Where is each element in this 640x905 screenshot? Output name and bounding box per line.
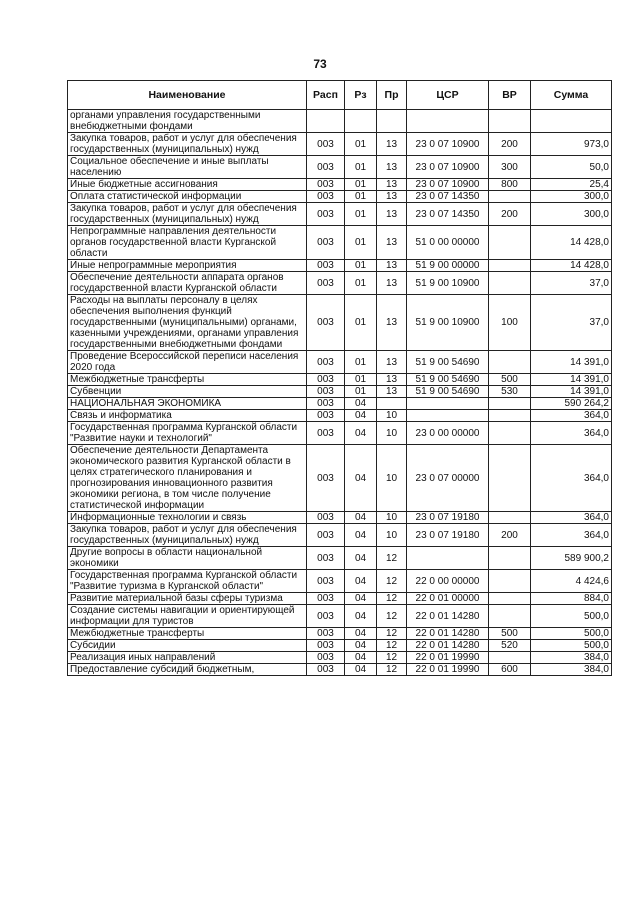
- cell-name: Социальное обеспечение и иные выплаты населению: [68, 156, 307, 179]
- cell-pr: 13: [377, 295, 407, 351]
- cell-rz: 01: [345, 386, 377, 398]
- cell-name: НАЦИОНАЛЬНАЯ ЭКОНОМИКА: [68, 398, 307, 410]
- cell-csr: 51 9 00 54690: [407, 351, 489, 374]
- cell-rasp: 003: [307, 445, 345, 512]
- cell-pr: 13: [377, 374, 407, 386]
- cell-pr: 13: [377, 156, 407, 179]
- cell-sum: 14 428,0: [531, 260, 612, 272]
- cell-pr: 12: [377, 547, 407, 570]
- cell-sum: 37,0: [531, 272, 612, 295]
- cell-vr: [489, 512, 531, 524]
- cell-sum: 300,0: [531, 203, 612, 226]
- cell-rz: 01: [345, 133, 377, 156]
- table-row: [68, 133, 612, 156]
- cell-pr: 13: [377, 179, 407, 191]
- cell-vr: 200: [489, 203, 531, 226]
- cell-pr: 12: [377, 640, 407, 652]
- cell-rasp: 003: [307, 191, 345, 203]
- cell-pr: 12: [377, 605, 407, 628]
- cell-name: Государственная программа Курганской области "Развитие науки и технологий": [68, 422, 307, 445]
- cell-name: органами управления государственными внебюджетными фондами: [68, 110, 307, 133]
- cell-name: Обеспечение деятельности Департамента экономического развития Курганской области в целях стратегического планирования и прогнозирования инновационного развития экономики региона, в том числе получение статистической информации: [68, 445, 307, 512]
- cell-csr: 23 0 07 10900: [407, 179, 489, 191]
- cell-rz: 04: [345, 628, 377, 640]
- table-body: [68, 110, 612, 676]
- cell-vr: 200: [489, 524, 531, 547]
- header-rasp: Расп: [307, 81, 345, 110]
- table-row: [68, 203, 612, 226]
- cell-vr: [489, 593, 531, 605]
- cell-name: Связь и информатика: [68, 410, 307, 422]
- table-row: [68, 374, 612, 386]
- cell-vr: 530: [489, 386, 531, 398]
- cell-vr: [489, 570, 531, 593]
- cell-vr: 520: [489, 640, 531, 652]
- cell-rasp: 003: [307, 524, 345, 547]
- cell-pr: 10: [377, 445, 407, 512]
- cell-rz: 04: [345, 524, 377, 547]
- cell-rz: 01: [345, 191, 377, 203]
- cell-csr: 51 9 00 54690: [407, 386, 489, 398]
- cell-rz: 04: [345, 445, 377, 512]
- table-row: [68, 628, 612, 640]
- cell-pr: [377, 398, 407, 410]
- cell-pr: 12: [377, 664, 407, 676]
- cell-csr: 23 0 07 14350: [407, 191, 489, 203]
- cell-csr: [407, 410, 489, 422]
- cell-rz: [345, 110, 377, 133]
- cell-vr: [489, 191, 531, 203]
- table-row: [68, 664, 612, 676]
- cell-sum: 590 264,2: [531, 398, 612, 410]
- cell-pr: 13: [377, 386, 407, 398]
- cell-sum: 500,0: [531, 640, 612, 652]
- cell-rz: 04: [345, 512, 377, 524]
- cell-sum: 4 424,6: [531, 570, 612, 593]
- table-row: [68, 272, 612, 295]
- cell-pr: 13: [377, 351, 407, 374]
- cell-rasp: 003: [307, 226, 345, 260]
- table-row: [68, 410, 612, 422]
- cell-name: Закупка товаров, работ и услуг для обеспечения государственных (муниципальных) нужд: [68, 203, 307, 226]
- cell-pr: 13: [377, 191, 407, 203]
- table-row: [68, 593, 612, 605]
- cell-sum: 384,0: [531, 652, 612, 664]
- cell-name: Расходы на выплаты персоналу в целях обеспечения выполнения функций государственными (муниципальными) органами, казенными учреждениями, органами управления государственными внебюджетными фондами: [68, 295, 307, 351]
- cell-rz: 01: [345, 203, 377, 226]
- table-row: [68, 652, 612, 664]
- cell-name: Предоставление субсидий бюджетным,: [68, 664, 307, 676]
- cell-sum: 364,0: [531, 512, 612, 524]
- cell-vr: [489, 110, 531, 133]
- table-row: [68, 156, 612, 179]
- cell-pr: 12: [377, 570, 407, 593]
- cell-rasp: 003: [307, 570, 345, 593]
- cell-csr: 51 0 00 00000: [407, 226, 489, 260]
- cell-vr: [489, 351, 531, 374]
- table-row: [68, 512, 612, 524]
- cell-name: Субсидии: [68, 640, 307, 652]
- cell-sum: 589 900,2: [531, 547, 612, 570]
- cell-pr: 13: [377, 226, 407, 260]
- cell-pr: 10: [377, 410, 407, 422]
- table-row: [68, 191, 612, 203]
- cell-csr: 23 0 07 10900: [407, 133, 489, 156]
- cell-vr: [489, 398, 531, 410]
- page-number: 73: [313, 57, 327, 71]
- cell-pr: 10: [377, 524, 407, 547]
- cell-pr: 13: [377, 260, 407, 272]
- header-pr: Пр: [377, 81, 407, 110]
- cell-pr: 10: [377, 422, 407, 445]
- table-row: [68, 445, 612, 512]
- cell-pr: 12: [377, 593, 407, 605]
- cell-rz: 04: [345, 570, 377, 593]
- cell-csr: [407, 110, 489, 133]
- cell-rz: 01: [345, 226, 377, 260]
- cell-sum: 364,0: [531, 445, 612, 512]
- cell-name: Субвенции: [68, 386, 307, 398]
- cell-rasp: 003: [307, 422, 345, 445]
- table-row: [68, 260, 612, 272]
- cell-rz: 01: [345, 179, 377, 191]
- cell-rasp: 003: [307, 398, 345, 410]
- cell-sum: 14 391,0: [531, 351, 612, 374]
- cell-rasp: 003: [307, 179, 345, 191]
- cell-csr: 23 0 07 19180: [407, 524, 489, 547]
- cell-name: Закупка товаров, работ и услуг для обеспечения государственных (муниципальных) нужд: [68, 524, 307, 547]
- cell-csr: 23 0 00 00000: [407, 422, 489, 445]
- cell-rz: 04: [345, 410, 377, 422]
- cell-rz: 04: [345, 652, 377, 664]
- cell-csr: [407, 547, 489, 570]
- cell-csr: [407, 398, 489, 410]
- cell-rz: 04: [345, 398, 377, 410]
- cell-rasp: 003: [307, 640, 345, 652]
- cell-rz: 04: [345, 664, 377, 676]
- table-row: [68, 295, 612, 351]
- cell-csr: 51 9 00 10900: [407, 272, 489, 295]
- cell-name: Иные непрограммные мероприятия: [68, 260, 307, 272]
- cell-rz: 04: [345, 593, 377, 605]
- cell-vr: 100: [489, 295, 531, 351]
- cell-rz: 01: [345, 272, 377, 295]
- header-vr: ВР: [489, 81, 531, 110]
- cell-vr: [489, 260, 531, 272]
- table-row: [68, 179, 612, 191]
- table-row: [68, 524, 612, 547]
- table-row: [68, 386, 612, 398]
- cell-sum: 300,0: [531, 191, 612, 203]
- cell-rasp: 003: [307, 260, 345, 272]
- cell-csr: 51 9 00 54690: [407, 374, 489, 386]
- cell-vr: [489, 272, 531, 295]
- cell-vr: 200: [489, 133, 531, 156]
- cell-vr: 600: [489, 664, 531, 676]
- cell-rz: 01: [345, 351, 377, 374]
- cell-rasp: [307, 110, 345, 133]
- table-row: [68, 547, 612, 570]
- cell-csr: 22 0 01 00000: [407, 593, 489, 605]
- cell-pr: 13: [377, 133, 407, 156]
- header-rz: Рз: [345, 81, 377, 110]
- cell-rz: 04: [345, 422, 377, 445]
- cell-vr: [489, 410, 531, 422]
- cell-sum: 364,0: [531, 524, 612, 547]
- cell-rasp: 003: [307, 351, 345, 374]
- cell-csr: 22 0 01 14280: [407, 628, 489, 640]
- header-sum: Сумма: [531, 81, 612, 110]
- cell-name: Информационные технологии и связь: [68, 512, 307, 524]
- cell-csr: 22 0 01 14280: [407, 640, 489, 652]
- cell-sum: 37,0: [531, 295, 612, 351]
- cell-pr: [377, 110, 407, 133]
- cell-sum: 364,0: [531, 410, 612, 422]
- cell-name: Реализация иных направлений: [68, 652, 307, 664]
- cell-name: Обеспечение деятельности аппарата органов государственной власти Курганской области: [68, 272, 307, 295]
- cell-csr: 23 0 07 19180: [407, 512, 489, 524]
- cell-rasp: 003: [307, 272, 345, 295]
- cell-rz: 04: [345, 605, 377, 628]
- cell-name: Оплата статистической информации: [68, 191, 307, 203]
- cell-rasp: 003: [307, 203, 345, 226]
- cell-rz: 01: [345, 295, 377, 351]
- table-row: [68, 570, 612, 593]
- cell-rasp: 003: [307, 386, 345, 398]
- cell-rasp: 003: [307, 133, 345, 156]
- cell-vr: 500: [489, 374, 531, 386]
- table-row: [68, 351, 612, 374]
- cell-sum: 14 391,0: [531, 386, 612, 398]
- cell-rasp: 003: [307, 512, 345, 524]
- cell-vr: 800: [489, 179, 531, 191]
- cell-sum: 973,0: [531, 133, 612, 156]
- cell-sum: 14 428,0: [531, 226, 612, 260]
- cell-vr: [489, 547, 531, 570]
- cell-rz: 04: [345, 547, 377, 570]
- cell-vr: [489, 652, 531, 664]
- cell-sum: 384,0: [531, 664, 612, 676]
- cell-vr: [489, 605, 531, 628]
- table-row: [68, 398, 612, 410]
- cell-name: Другие вопросы в области национальной экономики: [68, 547, 307, 570]
- cell-rz: 01: [345, 374, 377, 386]
- cell-rasp: 003: [307, 410, 345, 422]
- cell-csr: 23 0 07 00000: [407, 445, 489, 512]
- cell-rasp: 003: [307, 605, 345, 628]
- cell-sum: 14 391,0: [531, 374, 612, 386]
- cell-rasp: 003: [307, 156, 345, 179]
- cell-name: Создание системы навигации и ориентирующей информации для туристов: [68, 605, 307, 628]
- cell-csr: 22 0 00 00000: [407, 570, 489, 593]
- cell-rasp: 003: [307, 628, 345, 640]
- cell-name: Межбюджетные трансферты: [68, 628, 307, 640]
- cell-name: Межбюджетные трансферты: [68, 374, 307, 386]
- cell-name: Непрограммные направления деятельности органов государственной власти Курганской области: [68, 226, 307, 260]
- cell-sum: 364,0: [531, 422, 612, 445]
- cell-rz: 01: [345, 156, 377, 179]
- cell-vr: [489, 226, 531, 260]
- cell-csr: 51 9 00 10900: [407, 295, 489, 351]
- cell-sum: [531, 110, 612, 133]
- cell-rasp: 003: [307, 593, 345, 605]
- cell-pr: 12: [377, 652, 407, 664]
- cell-rz: 01: [345, 260, 377, 272]
- cell-csr: 23 0 07 14350: [407, 203, 489, 226]
- cell-sum: 50,0: [531, 156, 612, 179]
- cell-vr: [489, 422, 531, 445]
- cell-rz: 04: [345, 640, 377, 652]
- cell-csr: 23 0 07 10900: [407, 156, 489, 179]
- table-row: [68, 605, 612, 628]
- cell-vr: 300: [489, 156, 531, 179]
- table-header-row: [68, 81, 612, 110]
- cell-sum: 500,0: [531, 628, 612, 640]
- cell-rasp: 003: [307, 652, 345, 664]
- table-row: [68, 422, 612, 445]
- cell-rasp: 003: [307, 547, 345, 570]
- header-csr: ЦСР: [407, 81, 489, 110]
- cell-csr: 22 0 01 14280: [407, 605, 489, 628]
- cell-pr: 12: [377, 628, 407, 640]
- cell-pr: 10: [377, 512, 407, 524]
- cell-pr: 13: [377, 272, 407, 295]
- cell-name: Закупка товаров, работ и услуг для обеспечения государственных (муниципальных) нужд: [68, 133, 307, 156]
- cell-name: Государственная программа Курганской области "Развитие туризма в Курганской области": [68, 570, 307, 593]
- table-row: [68, 110, 612, 133]
- cell-name: Иные бюджетные ассигнования: [68, 179, 307, 191]
- cell-csr: 22 0 01 19990: [407, 652, 489, 664]
- cell-sum: 25,4: [531, 179, 612, 191]
- header-name: Наименование: [68, 81, 307, 110]
- cell-csr: 51 9 00 00000: [407, 260, 489, 272]
- table-row: [68, 640, 612, 652]
- cell-name: Проведение Всероссийской переписи населения 2020 года: [68, 351, 307, 374]
- cell-vr: [489, 445, 531, 512]
- cell-rasp: 003: [307, 664, 345, 676]
- cell-sum: 884,0: [531, 593, 612, 605]
- cell-rasp: 003: [307, 374, 345, 386]
- cell-csr: 22 0 01 19990: [407, 664, 489, 676]
- cell-vr: 500: [489, 628, 531, 640]
- cell-sum: 500,0: [531, 605, 612, 628]
- cell-pr: 13: [377, 203, 407, 226]
- budget-table: [67, 80, 612, 676]
- table-row: [68, 226, 612, 260]
- cell-name: Развитие материальной базы сферы туризма: [68, 593, 307, 605]
- cell-rasp: 003: [307, 295, 345, 351]
